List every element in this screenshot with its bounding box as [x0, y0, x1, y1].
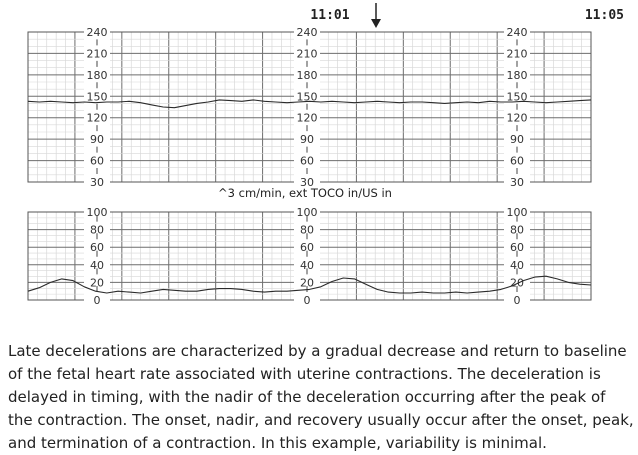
uc-tick-label: 60 — [510, 241, 524, 255]
speed-label: ^3 cm/min, ext TOCO in/US in — [218, 186, 392, 200]
uc-tick-label: 80 — [510, 223, 524, 237]
fhr-tick-label: 210 — [86, 47, 108, 61]
fhr-tick-label: 150 — [86, 90, 108, 104]
uc-tick-label: 100 — [506, 206, 528, 219]
uc-tick-label: 100 — [296, 206, 318, 219]
fhr-tick-label: 60 — [90, 154, 104, 168]
fhr-tick-label: 240 — [296, 26, 318, 39]
uc-tick-label: 0 — [513, 294, 521, 307]
fhr-tick-label: 60 — [300, 154, 314, 168]
fhr-tick-label: 240 — [86, 26, 108, 39]
uc-tick-label: 0 — [303, 294, 311, 307]
uc-tick-label: 100 — [86, 206, 108, 219]
fhr-tick-label: 30 — [300, 176, 314, 189]
fhr-tick-label: 240 — [506, 26, 528, 39]
fhr-tick-label: 90 — [300, 133, 314, 147]
uc-tick-label: 80 — [300, 223, 314, 237]
uc-tick-label: 40 — [510, 258, 524, 272]
uc-tick-label: 0 — [93, 294, 101, 307]
fhr-tick-label: 30 — [510, 176, 524, 189]
fhr-tick-label: 180 — [296, 68, 318, 82]
caption-text: Late decelerations are characterized by a gradual decrease and return to baseline of the fetal heart rate associated with uterine contractions. The deceleration is delayed in timing, with the nadir of the deceleration occurring after the peak of the contraction. The onset, nadir, and recovery usually occur after the onset, peak, and termination of a contraction. In this example, variability is minimal. — [8, 342, 634, 452]
fhr-tick-label: 90 — [90, 133, 104, 147]
uc-tick-label: 20 — [90, 276, 104, 290]
fhr-tick-label: 180 — [86, 68, 108, 82]
timestamp-left: 11:01 — [310, 8, 350, 23]
fhr-tick-label: 30 — [90, 176, 104, 189]
fhr-tick-label: 120 — [296, 111, 318, 125]
uc-tick-label: 80 — [90, 223, 104, 237]
uc-tick-label: 20 — [300, 276, 314, 290]
uc-tick-label: 40 — [90, 258, 104, 272]
fhr-tick-label: 210 — [506, 47, 528, 61]
down-arrow-icon — [371, 3, 381, 28]
uc-tick-label: 60 — [90, 241, 104, 255]
uc-tick-label: 40 — [300, 258, 314, 272]
fhr-tick-label: 210 — [296, 47, 318, 61]
uc-tick-label: 60 — [300, 241, 314, 255]
timestamp-right: 11:05 — [584, 8, 624, 23]
fhr-tick-label: 90 — [510, 133, 524, 147]
fhr-tick-label: 150 — [506, 90, 528, 104]
fhr-tick-label: 150 — [296, 90, 318, 104]
fhr-tick-label: 60 — [510, 154, 524, 168]
label-layer — [84, 26, 530, 308]
uc-tick-label: 20 — [510, 276, 524, 290]
fhr-tick-label: 120 — [506, 111, 528, 125]
fhr-tick-label: 120 — [86, 111, 108, 125]
fhr-tick-label: 180 — [506, 68, 528, 82]
